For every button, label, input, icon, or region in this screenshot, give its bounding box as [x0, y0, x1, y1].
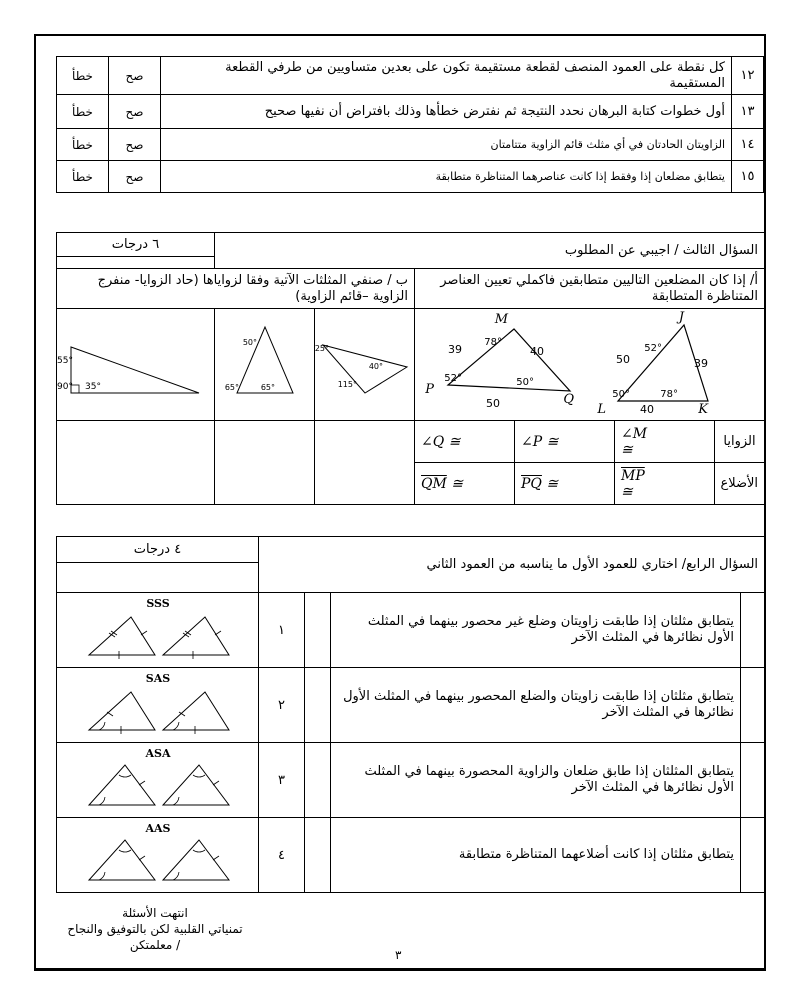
tf-statement: الزاويتان الحادتان في أي مثلث قائم الزاوية متتامتان [161, 129, 732, 161]
match-row [57, 668, 765, 743]
asa-figure [57, 743, 259, 818]
question-4-title: السؤال الرابع/ اختاري للعمود الأول ما يناسبه من العمود الثاني [259, 537, 765, 593]
tf-statement: أول خطوات كتابة البرهان نحدد النتيجة ثم نفترض خطأها وذلك بافتراض أن نفيها صحيح [161, 95, 732, 129]
part-b-instruction: ب / صنفي المثلثات الآتية وفقا لزواياها (حاد الزوايا- منفرج الزاوية –قائم الزاوية) [57, 269, 415, 309]
angle-65b: 65° [260, 382, 275, 392]
angle-m-val: 78° [484, 336, 503, 348]
angles-row-label: الزوايا [715, 421, 765, 463]
aas-figure [57, 818, 259, 893]
sss-svg [59, 593, 257, 663]
match-num: ٢ [259, 668, 305, 743]
classify-answer-3[interactable] [57, 421, 215, 505]
angle-35: 35° [84, 381, 101, 392]
answer-column[interactable] [305, 593, 331, 668]
classify-answer-1[interactable] [315, 421, 415, 505]
answer-box[interactable] [741, 743, 765, 818]
page-number: ٣ [395, 948, 402, 962]
tf-num: ١٢ [732, 57, 764, 95]
tf-row [57, 129, 764, 161]
angle-50: 50° [242, 337, 257, 347]
angle-k: 78° [660, 388, 679, 400]
congruent-sign: ≅ [546, 475, 559, 492]
vertex-j: J [678, 309, 685, 325]
vertex-k: K [698, 401, 709, 417]
vertex-m: M [494, 311, 509, 327]
angle-90: 90° [56, 381, 73, 392]
true-option[interactable]: صح [109, 57, 161, 95]
sss-figure [57, 593, 259, 668]
side-jk: 39 [694, 356, 709, 370]
sas-figure [57, 668, 259, 743]
angle-m-cell[interactable] [615, 421, 715, 463]
asa-svg [59, 743, 257, 813]
marks-score-box [57, 563, 259, 593]
side-mq: 40 [530, 344, 545, 358]
angle-p-cell[interactable]: ∠P ≅ [515, 421, 615, 463]
congruent-sign: ≅ [621, 483, 633, 500]
match-num: ٤ [259, 818, 305, 893]
side-pq-text: $\overline{PQ}$ [521, 475, 542, 492]
vertex-p: P [425, 381, 435, 397]
angle-40: 40° [368, 361, 383, 371]
question-3-marks: ٦ درجات [57, 233, 215, 257]
obtuse-triangle-figure [315, 309, 415, 421]
match-statement: يتطابق مثلثان إذا طابقت زاويتان وضلع غير محصور بينهما في المثلث الأول نظائرها في المثلث الآخر [331, 593, 741, 668]
side-qm-text: $\overline{QM}$ [421, 475, 447, 492]
aas-label: AAS [144, 822, 171, 835]
footer-end-note: انتهت الأسئلة [122, 906, 188, 920]
true-option[interactable]: صح [109, 95, 161, 129]
tf-row [57, 95, 764, 129]
angle-p-val: 52° [444, 372, 463, 384]
match-statement: يتطابق المثلثان إذا طابق ضلعان والزاوية المحصورة بينهما في المثلث الأول نظائرها في المثلث الآخر [331, 743, 741, 818]
sides-row-label: الأضلاع [715, 463, 765, 505]
answer-box[interactable] [741, 668, 765, 743]
match-num: ٣ [259, 743, 305, 818]
answer-box[interactable] [741, 818, 765, 893]
tf-num: ١٤ [732, 129, 764, 161]
false-option[interactable]: خطأ [57, 129, 109, 161]
angle-115: 115° [337, 379, 357, 389]
angle-j: 52° [644, 342, 663, 354]
acute-triangle-svg [217, 313, 313, 413]
footer-teacher: معلمتكن / [129, 938, 181, 952]
angle-m-text: ∠M [621, 425, 648, 442]
sss-label: SSS [145, 597, 170, 610]
marks-score-box [57, 257, 215, 269]
question-4-marks: ٤ درجات [57, 537, 259, 563]
tf-statement: كل نقطة على العمود المنصف لقطعة مستقيمة تكون على بعدين متساويين من طرفي القطعة المستقيمة [161, 57, 732, 95]
angle-q-val: 50° [516, 376, 535, 388]
false-option[interactable]: خطأ [57, 57, 109, 95]
tf-statement: يتطابق مضلعان إذا وفقط إذا كانت عناصرهما المتناظرة متطابقة [161, 161, 732, 193]
tf-row [57, 57, 764, 95]
match-statement: يتطابق مثلثان إذا طابقت زاويتان والضلع المحصور بينهما في المثلث الأول نظائرها في المثلث الآخر [331, 668, 741, 743]
angle-q-cell[interactable]: ∠Q ≅ [415, 421, 515, 463]
vertex-q: Q [563, 391, 575, 407]
side-mp-cell[interactable] [615, 463, 715, 505]
side-jl: 50 [616, 352, 631, 366]
right-triangle-svg [56, 313, 211, 413]
obtuse-triangle-svg [314, 313, 413, 413]
congruent-triangles-svg [392, 311, 764, 419]
answer-column[interactable] [305, 743, 331, 818]
false-option[interactable]: خطأ [57, 161, 109, 193]
tf-num: ١٣ [732, 95, 764, 129]
angle-l: 50° [612, 388, 631, 400]
angle-25: 25° [314, 343, 329, 353]
congruent-sign: ≅ [451, 475, 464, 492]
side-pq: 50 [486, 396, 501, 410]
true-false-table [56, 56, 764, 193]
side-pq-cell[interactable] [515, 463, 615, 505]
tf-row [57, 161, 764, 193]
match-num: ١ [259, 593, 305, 668]
classify-answer-2[interactable] [215, 421, 315, 505]
side-mp: 39 [448, 342, 463, 356]
question-4-table [56, 536, 765, 893]
question-3-title: السؤال الثالث / اجيبي عن المطلوب [215, 233, 765, 269]
right-triangle-figure [57, 309, 215, 421]
answer-column[interactable] [305, 818, 331, 893]
vertex-l: L [597, 401, 607, 417]
angle-55: 55° [56, 355, 73, 366]
footer-wishes: تمنياتي القلبية لكن بالتوفيق والنجاح [67, 922, 243, 936]
congruent-polygons-figure [415, 309, 765, 421]
answer-box[interactable] [741, 593, 765, 668]
match-row [57, 818, 765, 893]
angle-65a: 65° [224, 382, 239, 392]
side-mp-text: $\overline{MP}$ [621, 467, 645, 484]
aas-svg [59, 818, 257, 888]
congruent-sign: ≅ [621, 441, 633, 458]
false-option[interactable]: خطأ [57, 95, 109, 129]
asa-label: ASA [144, 747, 171, 760]
question-3-table [56, 232, 765, 505]
true-option[interactable]: صح [109, 161, 161, 193]
acute-triangle-figure [215, 309, 315, 421]
sas-label: SAS [145, 672, 170, 685]
side-lk: 40 [640, 402, 655, 416]
part-a-instruction: أ/ إذا كان المضلعين التاليين متطابقين فاكملي تعيين العناصر المتناظرة المتطابقة [415, 269, 765, 309]
side-qm-cell[interactable] [415, 463, 515, 505]
sas-svg [59, 668, 257, 738]
bottom-rule [34, 968, 766, 971]
tf-num: ١٥ [732, 161, 764, 193]
answer-column[interactable] [305, 668, 331, 743]
match-row [57, 593, 765, 668]
match-row [57, 743, 765, 818]
true-option[interactable]: صح [109, 129, 161, 161]
match-statement: يتطابق مثلثان إذا كانت أضلاعهما المتناظرة متطابقة [331, 818, 741, 893]
